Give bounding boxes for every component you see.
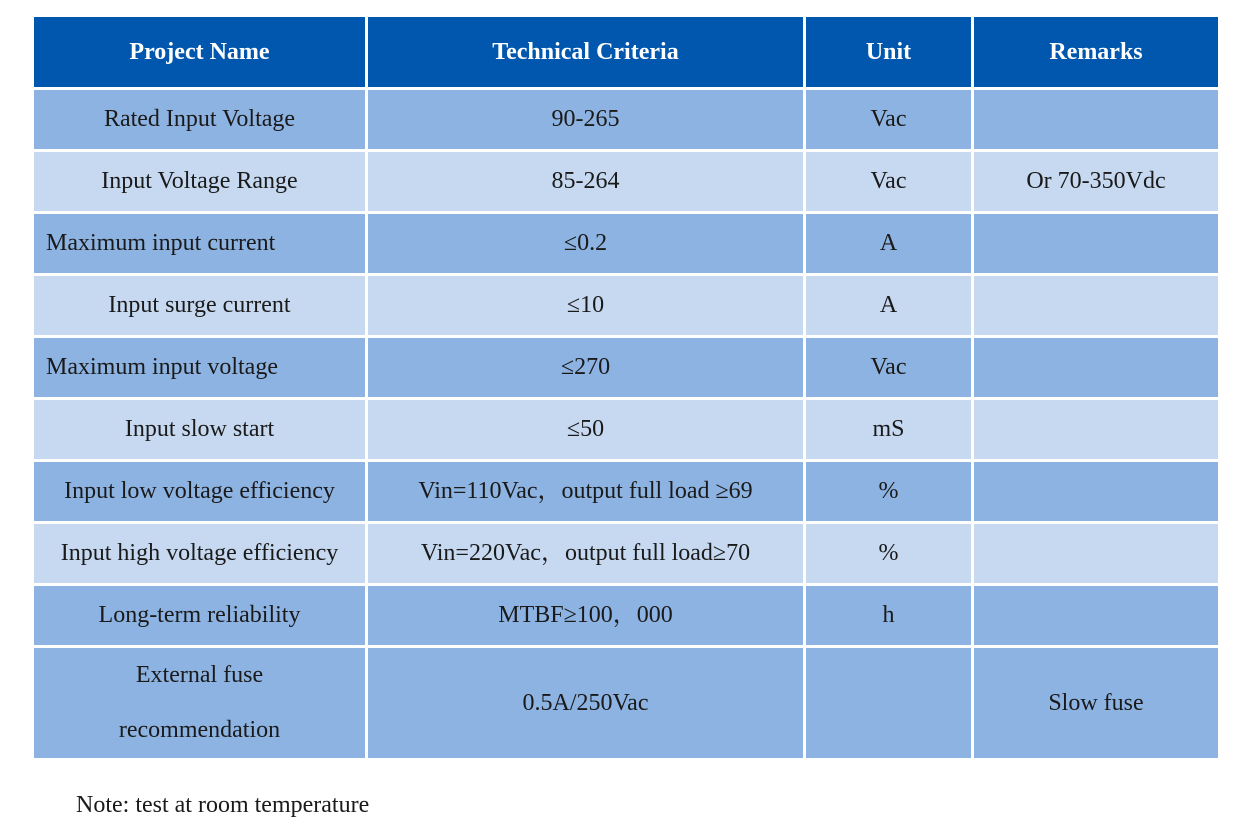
cell-name-line: recommendation	[118, 717, 281, 743]
cell-remarks	[973, 213, 1220, 275]
table-row	[33, 337, 1220, 399]
cell-unit	[805, 647, 973, 760]
cell-unit: A	[805, 275, 973, 337]
cell-remarks	[973, 585, 1220, 647]
cell-remarks	[973, 275, 1220, 337]
cell-criteria: 0.5A/250Vac	[367, 647, 805, 760]
cell-criteria: ≤0.2	[367, 213, 805, 275]
cell-criteria: ≤10	[367, 275, 805, 337]
cell-criteria: 90-265	[367, 89, 805, 151]
cell-unit: h	[805, 585, 973, 647]
cell-unit: %	[805, 461, 973, 523]
cell-unit: Vac	[805, 337, 973, 399]
cell-remarks: Or 70-350Vdc	[973, 151, 1220, 213]
cell-criteria: ≤270	[367, 337, 805, 399]
cell-name: Input Voltage Range	[33, 151, 367, 213]
cell-unit: %	[805, 523, 973, 585]
table-row	[33, 461, 1220, 523]
table-row	[33, 585, 1220, 647]
table-row	[33, 647, 1220, 760]
table-row	[33, 151, 1220, 213]
cell-criteria: 85-264	[367, 151, 805, 213]
cell-name: Input slow start	[33, 399, 367, 461]
cell-name: Rated Input Voltage	[33, 89, 367, 151]
cell-remarks	[973, 399, 1220, 461]
cell-unit: A	[805, 213, 973, 275]
cell-name: Input low voltage efficiency	[33, 461, 367, 523]
header-unit: Unit	[805, 16, 973, 89]
cell-unit: Vac	[805, 151, 973, 213]
cell-remarks: Slow fuse	[973, 647, 1220, 760]
cell-name-line: External fuse	[135, 662, 264, 688]
header-remarks: Remarks	[973, 16, 1220, 89]
cell-remarks	[973, 461, 1220, 523]
cell-name: Maximum input current	[33, 213, 367, 275]
cell-unit: mS	[805, 399, 973, 461]
cell-criteria: ≤50	[367, 399, 805, 461]
cell-remarks	[973, 89, 1220, 151]
spec-table	[31, 14, 1221, 761]
cell-name	[33, 647, 367, 760]
cell-unit: Vac	[805, 89, 973, 151]
header-project-name: Project Name	[33, 16, 367, 89]
table-row	[33, 523, 1220, 585]
table-row	[33, 399, 1220, 461]
cell-name: Input surge current	[33, 275, 367, 337]
header-row	[33, 16, 1220, 89]
cell-criteria: Vin=220Vac，output full load≥70	[367, 523, 805, 585]
cell-name: Input high voltage efficiency	[33, 523, 367, 585]
cell-remarks	[973, 337, 1220, 399]
cell-criteria: MTBF≥100，000	[367, 585, 805, 647]
cell-remarks	[973, 523, 1220, 585]
header-technical-criteria: Technical Criteria	[367, 16, 805, 89]
footnote: Note: test at room temperature	[76, 792, 370, 818]
table-row	[33, 213, 1220, 275]
cell-name: Long-term reliability	[33, 585, 367, 647]
table-row	[33, 275, 1220, 337]
table-row	[33, 89, 1220, 151]
cell-criteria: Vin=110Vac，output full load ≥69	[367, 461, 805, 523]
cell-name: Maximum input voltage	[33, 337, 367, 399]
